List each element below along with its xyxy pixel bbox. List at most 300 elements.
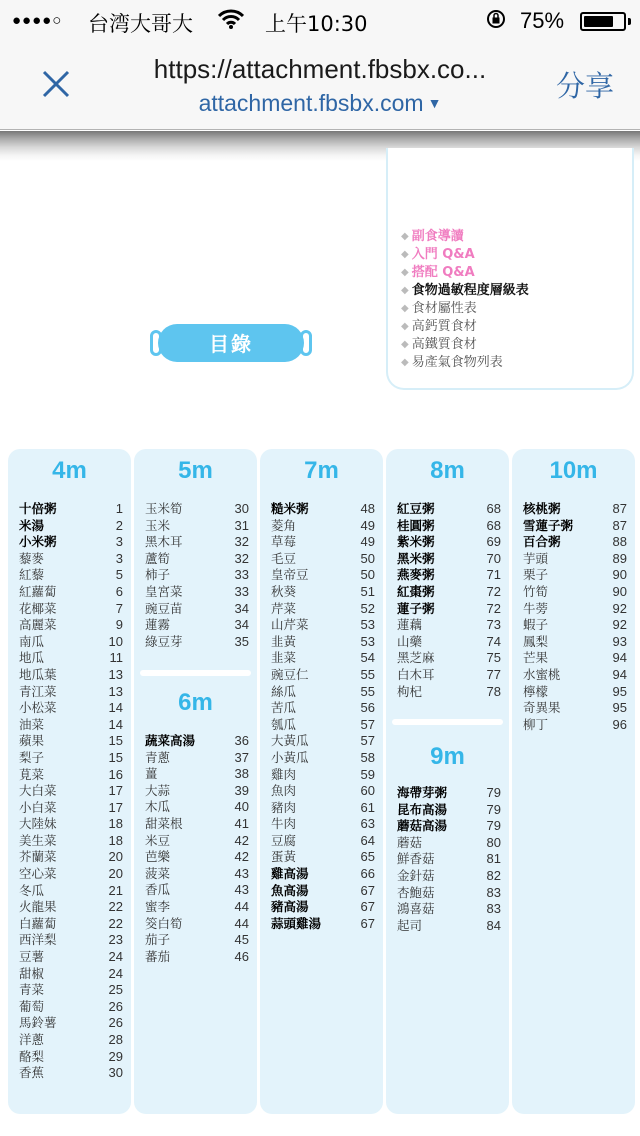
catalog-item[interactable] (401, 318, 529, 336)
food-name: 十倍粥 (19, 501, 57, 516)
page-number: 44 (234, 898, 249, 914)
food-item-row[interactable] (19, 767, 123, 784)
food-item-row[interactable] (271, 700, 375, 717)
food-item-row[interactable] (19, 816, 123, 833)
food-item-row[interactable] (397, 534, 501, 551)
food-item-row[interactable] (145, 518, 249, 535)
page-number: 73 (486, 617, 501, 633)
food-item-row[interactable] (397, 650, 501, 667)
food-item-row[interactable] (271, 916, 375, 933)
page-number: 18 (108, 816, 123, 832)
page-number: 67 (360, 899, 375, 915)
chevron-down-icon: ▼ (427, 95, 442, 111)
food-item-row[interactable] (397, 885, 501, 902)
food-item-row[interactable] (397, 501, 501, 518)
food-name: 大陸妹 (19, 816, 57, 832)
catalog-item[interactable] (401, 300, 529, 318)
food-item-row[interactable] (523, 684, 627, 701)
food-item-row[interactable] (271, 717, 375, 734)
catalog-list (401, 228, 529, 372)
food-item-row[interactable] (145, 849, 249, 866)
page-number: 72 (486, 600, 501, 616)
food-name: 雞肉 (271, 766, 297, 782)
page-number: 37 (234, 749, 249, 765)
food-item-row[interactable] (397, 851, 501, 868)
food-item-row[interactable] (523, 667, 627, 684)
page-number: 10 (108, 633, 123, 649)
page-number: 96 (612, 716, 627, 732)
food-item-row[interactable] (271, 601, 375, 618)
food-item-row[interactable] (19, 584, 123, 601)
food-name: 毛豆 (271, 550, 297, 566)
food-item-row[interactable] (271, 883, 375, 900)
food-item-row[interactable] (19, 833, 123, 850)
food-item-row[interactable] (19, 684, 123, 701)
food-name: 蘑菇高湯 (397, 818, 448, 834)
food-item-row[interactable] (19, 916, 123, 933)
food-name: 米湯 (19, 517, 45, 533)
food-item-row[interactable] (523, 584, 627, 601)
food-name: 栗子 (523, 567, 549, 583)
food-item-row[interactable] (145, 816, 249, 833)
food-item-row[interactable] (397, 802, 501, 819)
page-number: 17 (108, 783, 123, 799)
page-number: 81 (486, 851, 501, 867)
food-name: 玉米 (145, 517, 171, 533)
food-item-row[interactable] (145, 601, 249, 618)
page-number: 72 (486, 583, 501, 599)
food-item-row[interactable] (523, 534, 627, 551)
column-title: 6m (178, 689, 213, 716)
food-name: 豆薯 (19, 949, 45, 965)
battery-tip (628, 18, 631, 25)
food-name: 牛肉 (271, 816, 297, 832)
catalog-item[interactable] (401, 246, 529, 264)
diamond-bullet-icon: ◆ (401, 231, 409, 242)
page-number: 25 (108, 982, 123, 998)
page-number: 87 (612, 501, 627, 516)
page-number: 7 (115, 600, 123, 616)
food-item-row[interactable] (19, 650, 123, 667)
diamond-bullet-icon: ◆ (401, 267, 409, 278)
food-item-row[interactable] (523, 617, 627, 634)
food-item-row[interactable] (145, 766, 249, 783)
food-item-row[interactable] (19, 501, 123, 518)
food-name: 皇帝豆 (271, 567, 309, 583)
food-name: 梨子 (19, 749, 45, 765)
food-item-row[interactable] (397, 835, 501, 852)
food-name: 豌豆仁 (271, 666, 309, 682)
page-number: 39 (234, 782, 249, 798)
food-name: 草莓 (271, 534, 297, 550)
close-icon[interactable] (38, 66, 74, 102)
food-name: 菠菜 (145, 865, 171, 881)
food-name: 紅藜 (19, 567, 45, 583)
rotation-lock-icon (486, 9, 506, 29)
page-number: 57 (360, 733, 375, 749)
page-number: 42 (234, 849, 249, 865)
diamond-bullet-icon: ◆ (401, 285, 409, 296)
food-name: 小松菜 (19, 700, 57, 716)
food-name: 黑木耳 (145, 534, 183, 550)
food-item-row[interactable] (523, 700, 627, 717)
food-name: 香蕉 (19, 1065, 45, 1081)
food-item-row[interactable] (271, 866, 375, 883)
page-number: 38 (234, 766, 249, 782)
food-item-row[interactable] (19, 783, 123, 800)
food-item-row[interactable] (397, 601, 501, 618)
food-item-row[interactable] (271, 733, 375, 750)
catalog-item[interactable] (401, 228, 529, 246)
food-name: 藜麥 (19, 550, 45, 566)
page-domain[interactable] (110, 90, 530, 117)
page-number: 59 (360, 766, 375, 782)
food-name: 馬鈴薯 (19, 1015, 57, 1031)
food-item-row[interactable] (523, 717, 627, 734)
food-name: 韭菜 (271, 650, 297, 666)
food-name: 蘆筍 (145, 550, 171, 566)
column-4m (8, 449, 131, 1114)
food-item-row[interactable] (145, 567, 249, 584)
page-number: 90 (612, 583, 627, 599)
food-item-row[interactable] (145, 882, 249, 899)
food-item-row[interactable] (19, 1015, 123, 1032)
food-item-row[interactable] (523, 551, 627, 568)
page-number: 69 (486, 534, 501, 550)
food-item-row[interactable] (19, 999, 123, 1016)
food-item-row[interactable] (19, 966, 123, 983)
page-number: 11 (109, 650, 123, 666)
food-item-row[interactable] (145, 949, 249, 966)
page-number: 3 (115, 534, 123, 550)
food-item-row[interactable] (523, 518, 627, 535)
food-name: 蛋黃 (271, 849, 297, 865)
food-item-row[interactable] (145, 733, 249, 750)
food-item-row[interactable] (271, 634, 375, 651)
food-item-row[interactable] (19, 617, 123, 634)
page-number: 22 (108, 899, 123, 915)
food-item-row[interactable] (271, 684, 375, 701)
page-url[interactable]: https://attachment.fbsbx.co... (153, 54, 487, 84)
food-item-row[interactable] (397, 617, 501, 634)
food-name: 杏鮑菇 (397, 884, 435, 900)
page-number: 50 (360, 567, 375, 583)
food-name: 冬瓜 (19, 882, 45, 898)
diamond-bullet-icon: ◆ (401, 249, 409, 260)
page-number: 56 (360, 700, 375, 716)
food-item-row[interactable] (19, 866, 123, 883)
food-item-row[interactable] (19, 551, 123, 568)
food-item-row[interactable] (271, 501, 375, 518)
food-name: 豌豆苗 (145, 600, 183, 616)
food-item-row[interactable] (271, 551, 375, 568)
page-number: 3 (115, 550, 123, 566)
food-name: 黑米粥 (397, 550, 435, 566)
page-number: 58 (360, 749, 375, 765)
food-item-row[interactable] (19, 601, 123, 618)
food-item-row[interactable] (397, 684, 501, 701)
food-name: 地瓜葉 (19, 666, 57, 682)
food-item-row[interactable] (397, 567, 501, 584)
page-number: 43 (234, 865, 249, 881)
food-name: 蔬菜高湯 (145, 733, 196, 748)
page-number: 33 (234, 567, 249, 583)
diamond-bullet-icon: ◆ (401, 339, 409, 350)
item-list (19, 501, 123, 1082)
column-title: 9m (430, 743, 465, 770)
item-list (145, 733, 249, 965)
page-number: 46 (234, 948, 249, 964)
page-number: 61 (360, 799, 375, 815)
food-item-row[interactable] (523, 501, 627, 518)
column-7m (260, 449, 383, 1114)
page-number: 65 (360, 849, 375, 865)
food-item-row[interactable] (397, 634, 501, 651)
food-name: 南瓜 (19, 633, 45, 649)
food-item-row[interactable] (145, 866, 249, 883)
column-title: 10m (549, 457, 598, 484)
food-item-row[interactable] (271, 816, 375, 833)
food-name: 豬高湯 (271, 899, 309, 915)
food-item-row[interactable] (19, 518, 123, 535)
browser-toolbar (0, 40, 640, 130)
food-item-row[interactable] (19, 899, 123, 916)
catalog-item-label: 食材屬性表 (411, 301, 477, 316)
food-name: 蘋果 (19, 733, 45, 749)
page-number: 18 (108, 832, 123, 848)
food-item-row[interactable] (397, 901, 501, 918)
food-name: 蝦子 (523, 617, 549, 633)
food-item-row[interactable] (145, 833, 249, 850)
page-number: 29 (108, 1048, 123, 1064)
food-item-row[interactable] (523, 634, 627, 651)
food-name: 蕃茄 (145, 948, 171, 964)
page-number: 70 (486, 550, 501, 566)
battery-icon (580, 12, 626, 31)
carrier-name: 台湾大哥大 (88, 12, 193, 36)
food-item-row[interactable] (19, 733, 123, 750)
food-item-row[interactable] (271, 518, 375, 535)
food-item-row[interactable] (145, 634, 249, 651)
food-item-row[interactable] (19, 949, 123, 966)
page-number: 77 (486, 666, 501, 682)
food-item-row[interactable] (523, 601, 627, 618)
food-item-row[interactable] (271, 750, 375, 767)
food-item-row[interactable] (145, 799, 249, 816)
page-number: 35 (234, 633, 249, 649)
food-item-row[interactable] (397, 868, 501, 885)
food-item-row[interactable] (397, 785, 501, 802)
food-item-row[interactable] (397, 667, 501, 684)
item-list (271, 501, 375, 932)
catalog-item[interactable] (401, 282, 529, 300)
page-number: 13 (108, 683, 123, 699)
page-number: 53 (360, 617, 375, 633)
page-number: 34 (234, 600, 249, 616)
page-number: 16 (108, 766, 123, 782)
food-name: 燕麥粥 (397, 567, 435, 583)
page-number: 88 (612, 534, 627, 550)
food-item-row[interactable] (19, 700, 123, 717)
food-name: 地瓜 (19, 650, 45, 666)
food-item-row[interactable] (19, 667, 123, 684)
food-item-row[interactable] (19, 1032, 123, 1049)
page-number: 94 (612, 650, 627, 666)
food-item-row[interactable] (271, 767, 375, 784)
food-name: 青菜 (19, 982, 45, 998)
food-item-row[interactable] (145, 584, 249, 601)
food-item-row[interactable] (271, 650, 375, 667)
page-number: 28 (108, 1032, 123, 1047)
food-item-row[interactable] (19, 849, 123, 866)
food-item-row[interactable] (19, 1049, 123, 1066)
food-item-row[interactable] (397, 818, 501, 835)
page-number: 83 (486, 884, 501, 900)
food-name: 筊白筍 (145, 915, 183, 931)
page-number: 53 (360, 633, 375, 649)
food-name: 葡萄 (19, 998, 45, 1014)
food-item-row[interactable] (19, 1065, 123, 1082)
food-item-row[interactable] (271, 849, 375, 866)
food-name: 空心菜 (19, 866, 57, 882)
food-name: 魚高湯 (271, 882, 309, 898)
food-item-row[interactable] (19, 750, 123, 767)
food-item-row[interactable] (523, 567, 627, 584)
food-item-row[interactable] (271, 800, 375, 817)
food-name: 昆布高湯 (397, 801, 448, 817)
food-item-row[interactable] (271, 667, 375, 684)
food-name: 小白菜 (19, 799, 57, 815)
food-name: 秋葵 (271, 583, 297, 599)
page-number: 74 (486, 633, 501, 649)
page-number: 67 (360, 915, 375, 931)
food-item-row[interactable] (271, 567, 375, 584)
diamond-bullet-icon: ◆ (401, 357, 409, 368)
column-8m-9m (386, 449, 509, 1114)
food-name: 鴻喜菇 (397, 901, 435, 917)
domain-text: attachment.fbsbx.com (198, 90, 424, 116)
food-name: 山藥 (397, 633, 423, 649)
item-list (523, 501, 627, 733)
food-item-row[interactable] (397, 584, 501, 601)
clock: 上午10:30 (265, 12, 368, 36)
food-item-row[interactable] (19, 982, 123, 999)
food-item-row[interactable] (145, 916, 249, 933)
food-name: 絲瓜 (271, 683, 297, 699)
food-name: 白木耳 (397, 666, 435, 682)
food-name: 蘑菇 (397, 834, 423, 850)
food-item-row[interactable] (271, 584, 375, 601)
food-item-row[interactable] (145, 534, 249, 551)
food-item-row[interactable] (19, 800, 123, 817)
food-name: 甜菜根 (145, 815, 183, 831)
food-item-row[interactable] (271, 617, 375, 634)
food-item-row[interactable] (145, 932, 249, 949)
food-item-row[interactable] (271, 899, 375, 916)
page-number: 9 (115, 617, 123, 633)
food-name: 柳丁 (523, 716, 549, 732)
food-name: 皇宮菜 (145, 583, 183, 599)
food-name: 香瓜 (145, 882, 171, 898)
catalog-item[interactable] (401, 354, 529, 372)
food-item-row[interactable] (397, 918, 501, 935)
page-number: 92 (612, 617, 627, 633)
page-number: 68 (486, 501, 501, 516)
page-number: 24 (108, 949, 123, 965)
food-item-row[interactable] (19, 883, 123, 900)
food-name: 米豆 (145, 832, 171, 848)
food-name: 芭樂 (145, 849, 171, 865)
food-name: 紅蘿蔔 (19, 583, 57, 599)
food-name: 大黃瓜 (271, 733, 309, 749)
food-item-row[interactable] (145, 783, 249, 800)
food-name: 西洋梨 (19, 932, 57, 948)
food-name: 玉米筍 (145, 501, 183, 516)
food-name: 雞高湯 (271, 866, 309, 882)
food-item-row[interactable] (145, 617, 249, 634)
food-item-row[interactable] (145, 750, 249, 767)
food-name: 奇異果 (523, 700, 561, 716)
column-10m (512, 449, 635, 1114)
food-item-row[interactable] (271, 783, 375, 800)
food-item-row[interactable] (19, 534, 123, 551)
item-list (397, 785, 501, 934)
food-item-row[interactable] (145, 501, 249, 518)
catalog-item-label: 食物過敏程度層級表 (411, 283, 529, 298)
food-item-row[interactable] (523, 650, 627, 667)
food-item-row[interactable] (19, 932, 123, 949)
food-item-row[interactable] (145, 899, 249, 916)
food-item-row[interactable] (19, 717, 123, 734)
food-name: 高麗菜 (19, 617, 57, 633)
food-item-row[interactable] (145, 551, 249, 568)
page-number: 43 (234, 882, 249, 898)
food-name: 豬肉 (271, 799, 297, 815)
toc-banner (150, 324, 312, 362)
page-number: 49 (360, 517, 375, 533)
food-item-row[interactable] (397, 551, 501, 568)
page-number: 26 (108, 1015, 123, 1031)
food-item-row[interactable] (271, 534, 375, 551)
food-item-row[interactable] (19, 634, 123, 651)
page-number: 82 (486, 867, 501, 883)
column-5m-6m (134, 449, 257, 1114)
food-item-row[interactable] (271, 833, 375, 850)
food-name: 油菜 (19, 716, 45, 732)
column-title: 4m (52, 457, 87, 484)
page-number: 84 (486, 917, 501, 933)
catalog-item[interactable] (401, 264, 529, 282)
food-item-row[interactable] (19, 567, 123, 584)
section-divider (392, 719, 503, 725)
food-name: 紫米粥 (397, 534, 435, 550)
share-button[interactable]: 分享 (556, 69, 615, 103)
food-name: 甜椒 (19, 965, 45, 981)
page-number: 17 (108, 799, 123, 815)
column-title: 5m (178, 457, 213, 484)
food-name: 核桃粥 (523, 501, 561, 516)
page-number: 34 (234, 617, 249, 633)
catalog-item[interactable] (401, 336, 529, 354)
food-name: 山芹菜 (271, 617, 309, 633)
food-item-row[interactable] (397, 518, 501, 535)
page-number: 20 (108, 866, 123, 882)
food-name: 金針菇 (397, 867, 435, 883)
food-name: 紅棗粥 (397, 583, 435, 599)
food-name: 美生菜 (19, 832, 57, 848)
food-name: 黑芝麻 (397, 650, 435, 666)
food-name: 鮮香菇 (397, 851, 435, 867)
